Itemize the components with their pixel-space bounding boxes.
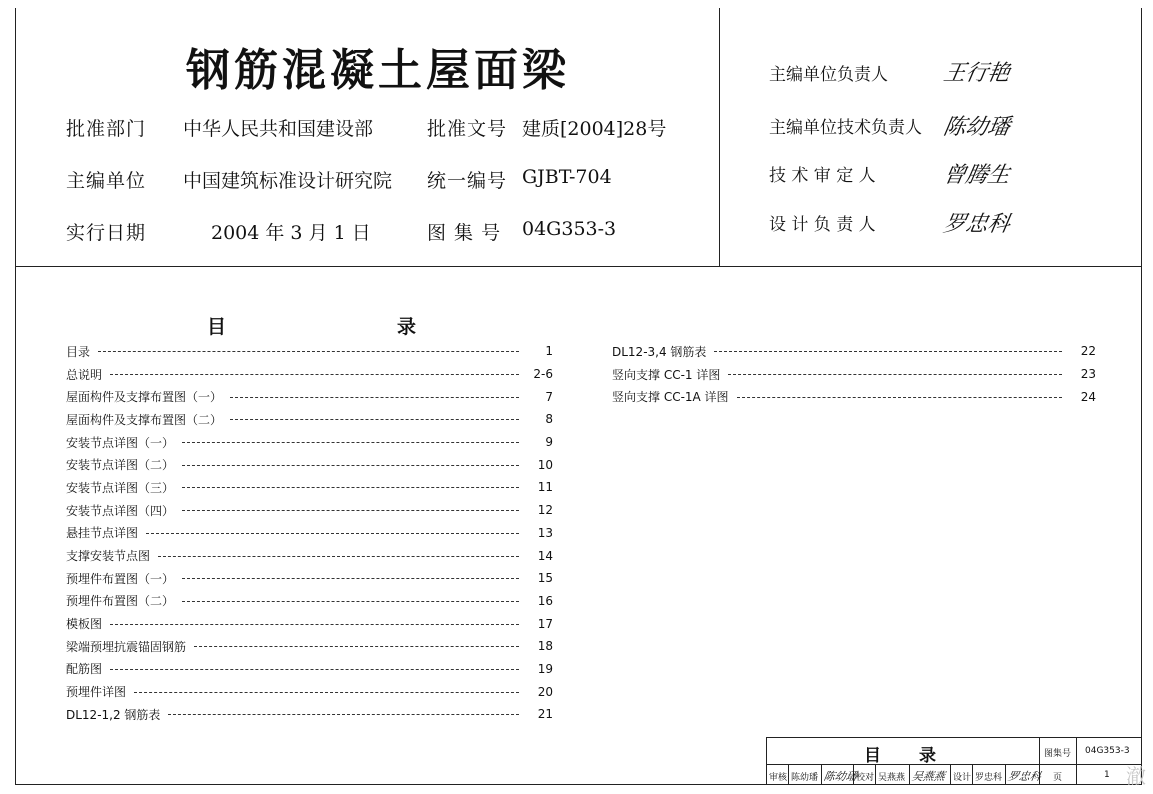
toc-entry-title: 安装节点详图（二） bbox=[66, 458, 175, 473]
toc-entry-title: 屋面构件及支撑布置图（二） bbox=[66, 412, 223, 427]
toc-right-column bbox=[612, 340, 1096, 408]
toc-leader-line bbox=[737, 397, 1062, 398]
toc-entry-title: 支撑安装节点图 bbox=[66, 549, 151, 564]
toc-entry bbox=[66, 544, 553, 567]
toc-entry bbox=[612, 340, 1096, 363]
toc-entry bbox=[66, 635, 553, 658]
check-signature: 吴燕燕 bbox=[910, 770, 947, 783]
toc-left-column bbox=[66, 340, 553, 726]
toc-leader-line bbox=[182, 578, 519, 579]
toc-entry bbox=[66, 476, 553, 499]
toc-leader-line bbox=[182, 601, 519, 602]
toc-entry-title: 悬挂节点详图 bbox=[66, 526, 139, 541]
toc-entry bbox=[612, 385, 1096, 408]
toc-entry-page: 21 bbox=[537, 707, 553, 722]
signatory-signature: 陈幼璠 bbox=[941, 115, 1012, 140]
atlas-no-value: 04G353-3 bbox=[522, 218, 617, 240]
toc-entry bbox=[66, 431, 553, 454]
header-divider bbox=[15, 266, 1142, 267]
toc-leader-line bbox=[182, 465, 519, 466]
check-label: 校对 bbox=[856, 773, 875, 783]
toc-entry-title: DL12-3,4 钢筋表 bbox=[612, 344, 707, 359]
page-label: 页 bbox=[1053, 773, 1063, 783]
toc-entry bbox=[612, 363, 1096, 386]
toc-entry-title: 预埋件布置图（二） bbox=[66, 594, 175, 609]
signatory-role: 设 计 负 责 人 bbox=[769, 215, 876, 235]
design-name: 罗忠科 bbox=[975, 773, 1003, 783]
toc-leader-line bbox=[182, 442, 519, 443]
toc-leader-line bbox=[134, 692, 519, 693]
toc-entry-title: 预埋件详图 bbox=[66, 685, 127, 700]
toc-entry-title: 屋面构件及支撑布置图（一） bbox=[66, 390, 223, 405]
toc-entry-title: DL12-1,2 钢筋表 bbox=[66, 707, 161, 722]
toc-leader-line bbox=[110, 624, 519, 625]
toc-entry bbox=[66, 340, 553, 363]
toc-entry-page: 23 bbox=[1080, 367, 1096, 382]
toc-entry bbox=[66, 703, 553, 726]
toc-leader-line bbox=[158, 556, 519, 557]
editor-unit-value: 中国建筑标准设计研究院 bbox=[183, 170, 393, 192]
toc-entry-page: 24 bbox=[1080, 389, 1096, 404]
title-block-divider bbox=[1076, 738, 1077, 764]
signatory-signature: 曾腾生 bbox=[941, 163, 1012, 188]
atlas-no-label: 图 集 号 bbox=[427, 222, 502, 244]
document-title: 钢筋混凝土屋面梁 bbox=[186, 45, 570, 96]
toc-entry-page: 15 bbox=[537, 571, 553, 586]
review-signature: 陈幼璠 bbox=[822, 770, 859, 783]
title-block bbox=[766, 737, 1142, 785]
toc-entry-page: 1 bbox=[545, 344, 553, 359]
toc-entry-page: 16 bbox=[537, 593, 553, 608]
toc-entry bbox=[66, 363, 553, 386]
toc-leader-line bbox=[146, 533, 519, 534]
toc-entry-title: 安装节点详图（一） bbox=[66, 435, 175, 450]
toc-entry bbox=[66, 522, 553, 545]
header-vertical-divider bbox=[719, 8, 720, 266]
check-name: 吴燕燕 bbox=[878, 773, 906, 783]
toc-entry bbox=[66, 612, 553, 635]
toc-entry-title: 安装节点详图（四） bbox=[66, 503, 175, 518]
title-block-top-row bbox=[766, 737, 1142, 764]
atlas-value: 04G353-3 bbox=[1085, 746, 1130, 756]
design-signature: 罗忠科 bbox=[1006, 770, 1043, 783]
design-label: 设计 bbox=[953, 773, 972, 783]
toc-entry-page: 8 bbox=[545, 412, 553, 427]
title-block-divider bbox=[1039, 738, 1040, 764]
toc-entry-title: 配筋图 bbox=[66, 662, 103, 677]
toc-leader-line bbox=[728, 374, 1062, 375]
toc-leader-line bbox=[194, 646, 519, 647]
approval-dept-label: 批准部门 bbox=[66, 118, 147, 140]
signatory-signature: 王行艳 bbox=[941, 61, 1012, 86]
signatory-role: 主编单位负责人 bbox=[769, 65, 888, 85]
review-label: 审核 bbox=[769, 773, 788, 783]
title-block-divider bbox=[972, 765, 973, 785]
toc-entry-page: 7 bbox=[545, 389, 553, 404]
title-block-bottom-row bbox=[766, 764, 1142, 785]
review-name: 陈幼璠 bbox=[791, 773, 819, 783]
approval-dept-value: 中华人民共和国建设部 bbox=[183, 118, 374, 140]
title-block-title: 录 bbox=[919, 746, 936, 766]
toc-entry-page: 22 bbox=[1080, 344, 1096, 359]
toc-entry-page: 14 bbox=[537, 548, 553, 563]
toc-entry bbox=[66, 567, 553, 590]
toc-leader-line bbox=[110, 669, 519, 670]
toc-entry bbox=[66, 453, 553, 476]
unified-no-value: GJBT-704 bbox=[522, 166, 612, 188]
toc-entry-title: 梁端预埋抗震锚固钢筋 bbox=[66, 639, 187, 654]
toc-entry bbox=[66, 680, 553, 703]
toc-entry-title: 安装节点详图（三） bbox=[66, 480, 175, 495]
title-block-divider bbox=[788, 765, 789, 785]
toc-entry-page: 2-6 bbox=[533, 367, 553, 382]
toc-entry-page: 9 bbox=[545, 435, 553, 450]
effective-date-label: 实行日期 bbox=[66, 222, 147, 244]
atlas-label: 图集号 bbox=[1044, 749, 1072, 759]
toc-leader-line bbox=[98, 351, 519, 352]
page-value: 1 bbox=[1104, 770, 1110, 780]
toc-heading: 录 bbox=[397, 316, 417, 338]
corner-stamp: 澈 bbox=[1126, 764, 1146, 788]
toc-leader-line bbox=[182, 487, 519, 488]
toc-entry-page: 10 bbox=[537, 457, 553, 472]
signatory-role: 主编单位技术负责人 bbox=[769, 118, 922, 138]
approval-doc-label: 批准文号 bbox=[427, 118, 508, 140]
toc-entry bbox=[66, 590, 553, 613]
toc-entry-title: 竖向支撑 CC-1 详图 bbox=[612, 367, 721, 382]
signatory-signature: 罗忠科 bbox=[941, 212, 1012, 237]
toc-heading: 目 bbox=[207, 316, 227, 338]
toc-entry bbox=[66, 385, 553, 408]
toc-entry-page: 19 bbox=[537, 661, 553, 676]
toc-entry-page: 12 bbox=[537, 503, 553, 518]
effective-date-value: 2004 年 3 月 1 日 bbox=[211, 222, 371, 244]
toc-entry-title: 总说明 bbox=[66, 367, 103, 382]
toc-entry bbox=[66, 658, 553, 681]
title-block-divider bbox=[1076, 765, 1077, 785]
toc-leader-line bbox=[182, 510, 519, 511]
signatory-role: 技 术 审 定 人 bbox=[769, 166, 876, 186]
toc-entry-title: 竖向支撑 CC-1A 详图 bbox=[612, 390, 729, 405]
approval-doc-value: 建质[2004]28号 bbox=[522, 118, 667, 140]
toc-entry-page: 17 bbox=[537, 616, 553, 631]
title-block-divider bbox=[950, 765, 951, 785]
title-block-divider bbox=[875, 765, 876, 785]
editor-unit-label: 主编单位 bbox=[66, 170, 147, 192]
toc-entry-title: 预埋件布置图（一） bbox=[66, 571, 175, 586]
toc-entry-page: 13 bbox=[537, 525, 553, 540]
toc-entry-title: 目录 bbox=[66, 344, 91, 359]
toc-entry-title: 模板图 bbox=[66, 617, 103, 632]
toc-leader-line bbox=[110, 374, 519, 375]
toc-entry bbox=[66, 408, 553, 431]
toc-entry-page: 11 bbox=[537, 480, 553, 495]
toc-entry-page: 20 bbox=[537, 684, 553, 699]
toc-leader-line bbox=[168, 714, 519, 715]
title-block-title: 目 bbox=[864, 746, 881, 766]
unified-no-label: 统一编号 bbox=[427, 170, 508, 192]
toc-leader-line bbox=[714, 351, 1062, 352]
toc-leader-line bbox=[230, 397, 519, 398]
toc-leader-line bbox=[230, 419, 519, 420]
toc-entry bbox=[66, 499, 553, 522]
toc-entry-page: 18 bbox=[537, 639, 553, 654]
